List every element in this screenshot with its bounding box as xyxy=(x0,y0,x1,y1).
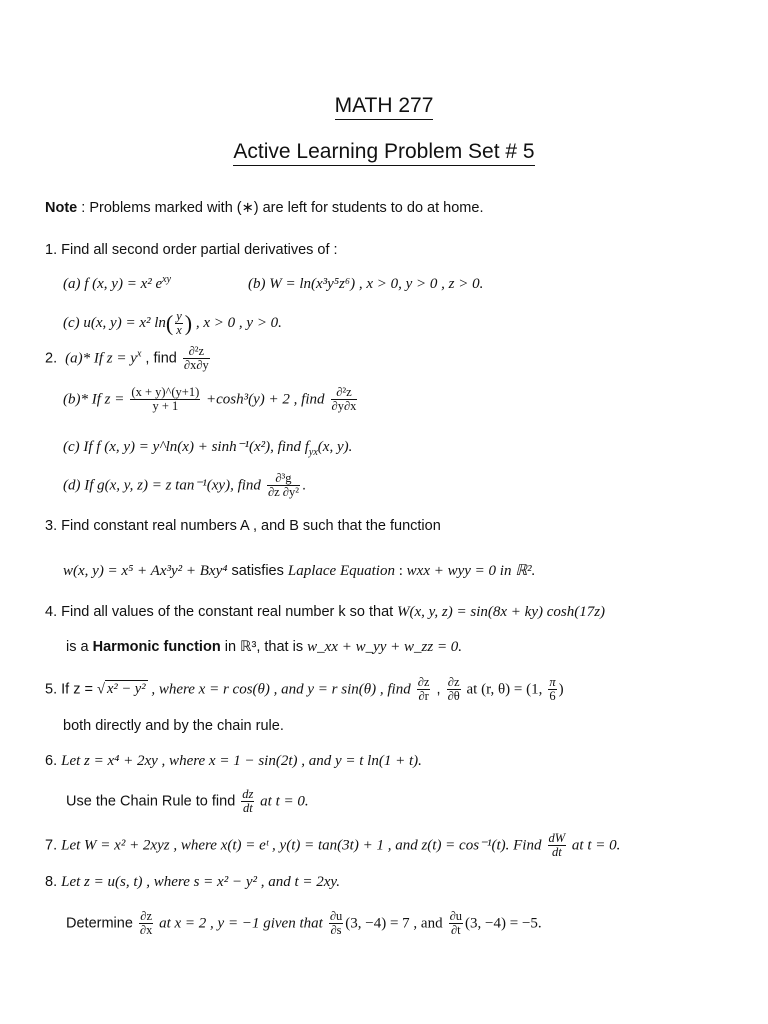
note xyxy=(45,200,483,216)
problem-6: 6. Let z = x⁴ + 2xy , where x = 1 − sin(2t) , and y = t ln(1 + t). xyxy=(45,753,422,769)
problem-1b: (b) W = ln(x³y⁵z⁶) , x > 0, y > 0 , z > 0. xyxy=(248,276,484,292)
problem-4-line2: is a Harmonic function in ℝ³, that is w_xx + w_yy + w_zz = 0. xyxy=(66,639,463,655)
course-title: MATH 277 xyxy=(0,94,768,118)
problem-8-line2: Determine $\frac{\partial z}{\partial x}$ at x = 2 , y = −1 given that $\frac{\partial u}{\partial s}$ (3, −4) = 7 , and $\frac{\partial u}{\partial t}$ (3, −4) = −5. xyxy=(66,909,542,938)
problem-1a: (a) f (x, y) = x² $e^{xy}$ xyxy=(63,274,172,292)
problem-5-line2: both directly and by the chain rule. xyxy=(63,718,284,734)
problem-4: 4. Find all values of the constant real number k so that W(x, y, z) = sin(8x + ky) cosh(17z) xyxy=(45,604,606,620)
problem-2c: (c) If f (x, y) = y^ln(x) + sinh⁻¹(x²), find $f_{yx}(x$, y). xyxy=(63,439,353,458)
problem-2b: (b)* If z = $\frac{(x + y)\^{}(y+1)}{y + 1}$ +cosh³(y) + 2 , find $\frac{\text{∂²z}}{\partial y\partial x}$ xyxy=(63,385,357,414)
problem-set-title: Active Learning Problem Set # 5 xyxy=(0,140,768,164)
note-label: Note xyxy=(45,200,78,216)
problem-8: 8. Let z = u(s, t) , where s = x² − y² , and t = 2xy. xyxy=(45,874,341,890)
problem-7: 7. Let W = x² + 2xyz , where x(t) = eᵗ , y(t) = tan(3t) + 1 , and z(t) = cos⁻¹(t). Find $\frac{dW}{dt}$ at t = 0. xyxy=(45,831,621,860)
problem-6-line2: Use the Chain Rule to find $\frac{dz}{dt}$ at t = 0. xyxy=(66,787,309,816)
problem-1: 1. Find all second order partial derivatives of : xyxy=(45,242,338,258)
problem-5: 5. If z = √ x² − y² , where x = r cos(θ) , and y = r sin(θ) , find $\frac{\partial z}{\partial r}$ , $\frac{\partial z}{\partial\theta}$ at (r, θ) = (1, $\frac{\pi}{6}$ ) xyxy=(45,675,564,704)
problem-3-equation: w(x, y) = x⁵ + Ax³y² + Bxy⁴ satisfies Laplace Equation : wxx + wyy = 0 in ℝ². xyxy=(63,563,536,579)
problem-3: 3. Find constant real numbers A , and B such that the function xyxy=(45,518,441,534)
problem-2d: (d) If g(x, y, z) = z tan⁻¹(xy), find $\frac{\text{∂³g}}{\text{∂z ∂y²}}$ . xyxy=(63,471,306,500)
problem-1c: (c) u(x, y) = x² ln( $\frac{y}{x}$ ) , x > 0 , y > 0. xyxy=(63,309,282,338)
problem-2a: 2. (a)* If $z = y^x$ , find $\frac{\text{∂²z}}{\partial x\partial y}$ xyxy=(45,344,209,373)
note-text: : Problems marked with (∗) are left for students to do at home. xyxy=(77,200,484,216)
